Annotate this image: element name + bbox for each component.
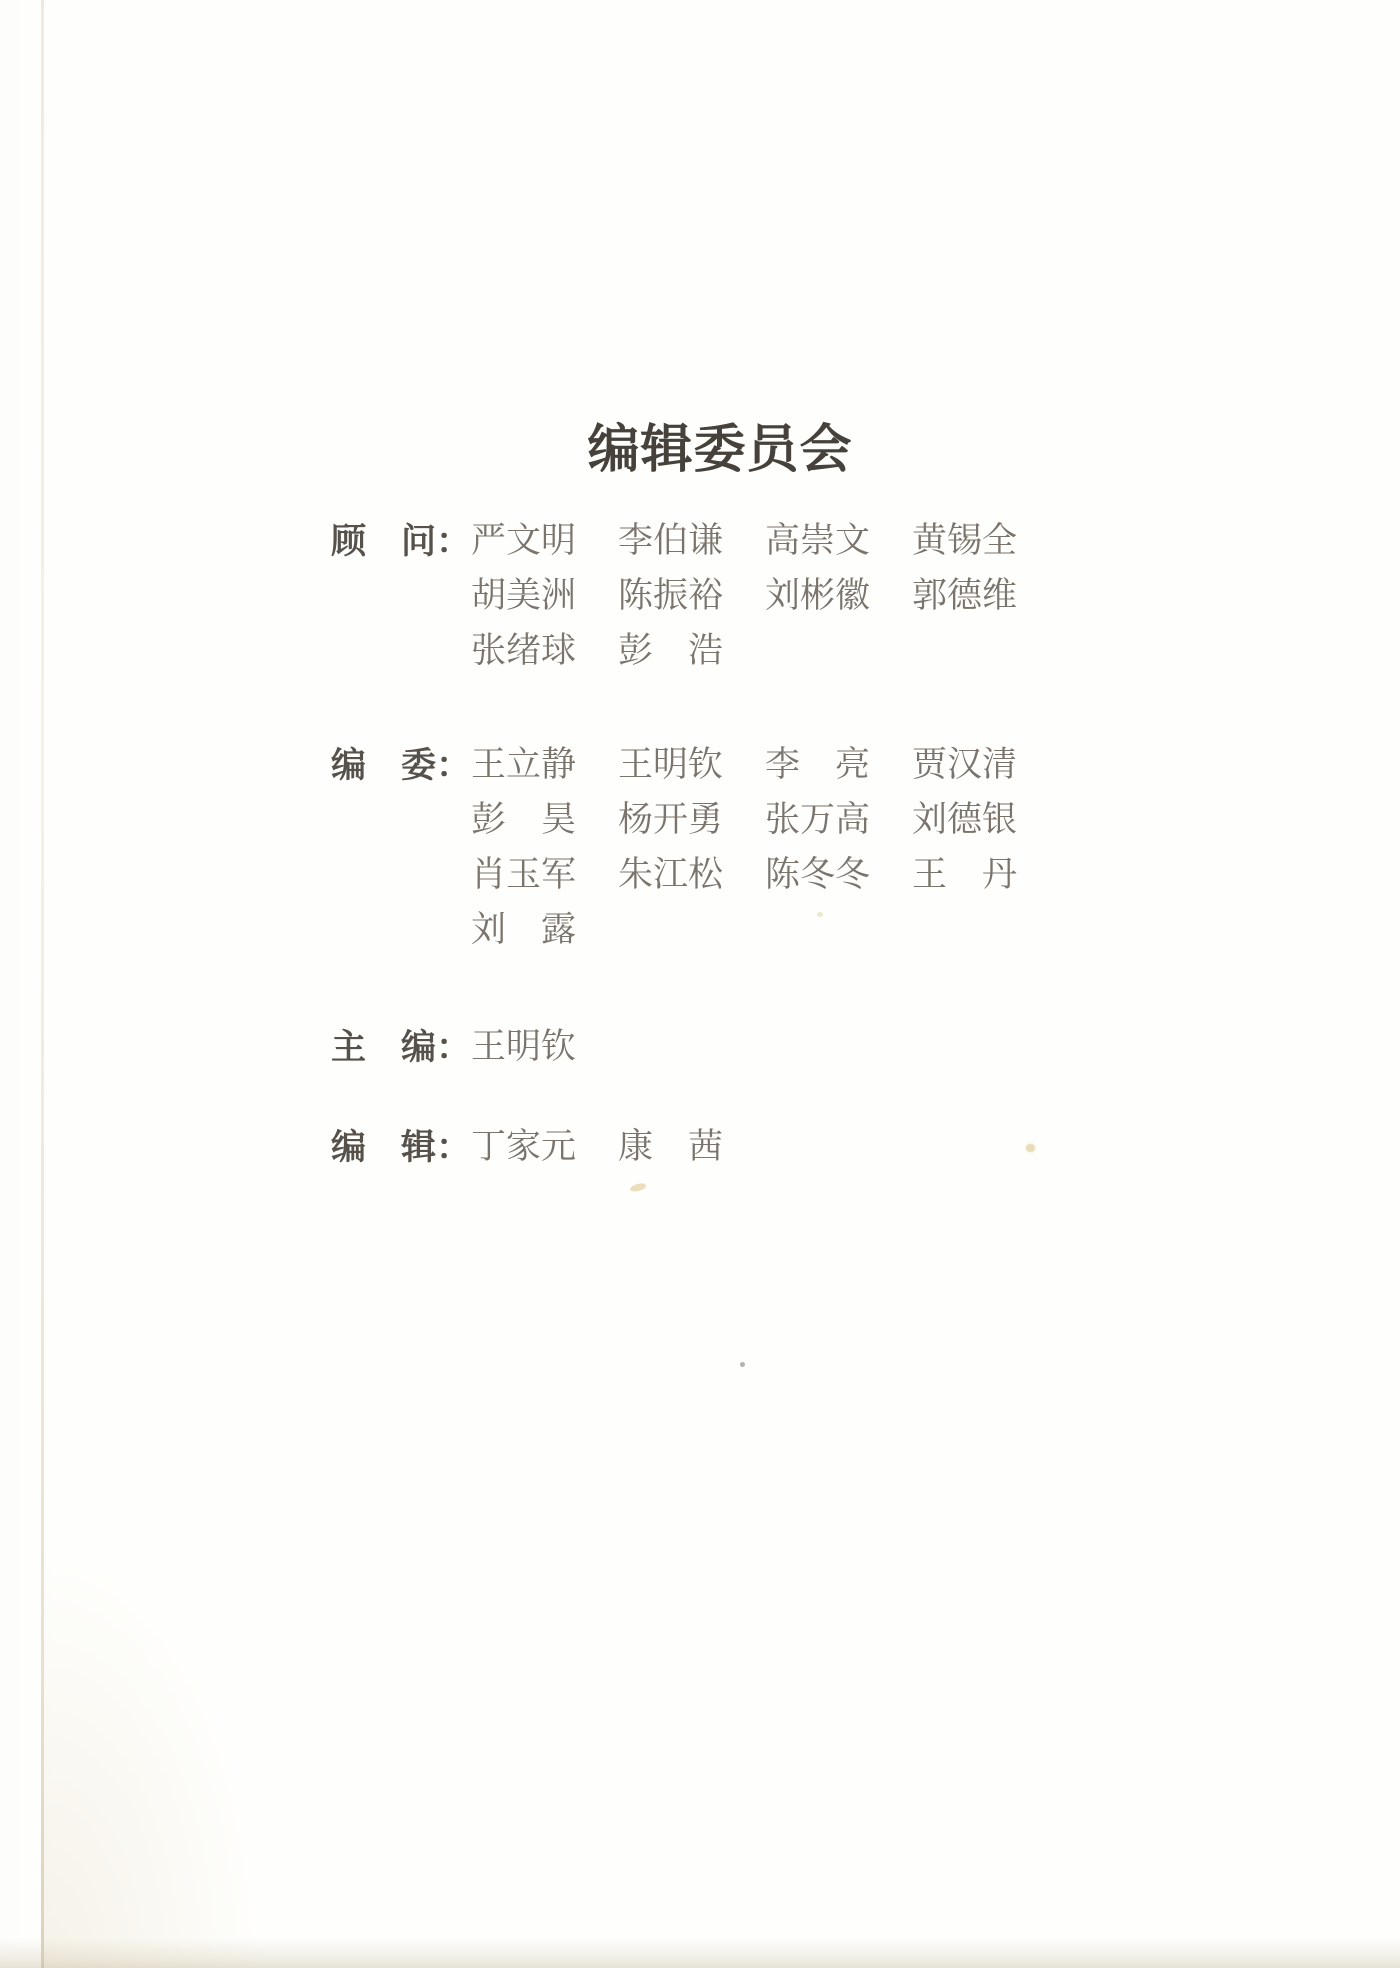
person-name: 肖玉军: [471, 855, 577, 895]
section-label: 顾 问：: [331, 521, 472, 562]
person-name: 康 茜: [618, 1127, 724, 1167]
names-row: [471, 793, 1017, 848]
person-name: 黄锡全: [912, 521, 1018, 561]
page-binding-edge-line: [41, 0, 44, 1968]
person-name: 陈振裕: [618, 576, 724, 616]
names-row: [471, 738, 1017, 793]
names-row: [471, 624, 1017, 679]
person-name: 杨开勇: [618, 800, 724, 840]
page-bottom-edge-shadow: [0, 1938, 1400, 1968]
paper-speck: [629, 1182, 646, 1192]
person-name: 彭 浩: [618, 631, 724, 671]
person-name: 胡美洲: [471, 576, 577, 616]
person-name: 刘彬徽: [765, 576, 871, 616]
person-name: 陈冬冬: [765, 855, 871, 895]
names-row: [471, 1120, 723, 1175]
paper-speck: [740, 1362, 745, 1367]
section-label: 主 编：: [331, 1027, 472, 1068]
person-name: 王立静: [471, 745, 577, 785]
section-label: 编 委：: [331, 745, 472, 786]
person-name: 刘 露: [471, 910, 577, 950]
person-name: 李 亮: [765, 745, 871, 785]
person-name: 严文明: [471, 521, 577, 561]
person-name: 张绪球: [471, 631, 577, 671]
names-rows: [471, 1120, 723, 1175]
person-name: 刘德银: [912, 800, 1018, 840]
names-rows: [471, 738, 1017, 958]
names-row: [471, 903, 1017, 958]
names-rows: [471, 1020, 576, 1075]
names-row: [471, 569, 1017, 624]
page-title: 编辑委员会: [587, 418, 853, 480]
person-name: 朱江松: [618, 855, 724, 895]
person-name: 王 丹: [912, 855, 1018, 895]
person-name: 高崇文: [765, 521, 871, 561]
person-name: 王明钦: [471, 1027, 577, 1067]
names-row: [471, 514, 1017, 569]
person-name: 郭德维: [912, 576, 1018, 616]
person-name: 王明钦: [618, 745, 724, 785]
page-crease-shadow: [44, 1548, 264, 1968]
section-advisors: [331, 514, 1017, 679]
person-name: 贾汉清: [912, 745, 1018, 785]
section-editors: [331, 1120, 723, 1175]
section-label: 编 辑：: [331, 1127, 472, 1168]
names-row: [471, 1020, 576, 1075]
names-rows: [471, 514, 1017, 679]
section-editorial-board: [331, 738, 1017, 958]
section-chief-editor: [331, 1020, 576, 1075]
person-name: 李伯谦: [618, 521, 724, 561]
person-name: 彭 昊: [471, 800, 577, 840]
paper-speck: [1026, 1144, 1035, 1152]
person-name: 丁家元: [471, 1127, 577, 1167]
names-row: [471, 848, 1017, 903]
person-name: 张万高: [765, 800, 871, 840]
